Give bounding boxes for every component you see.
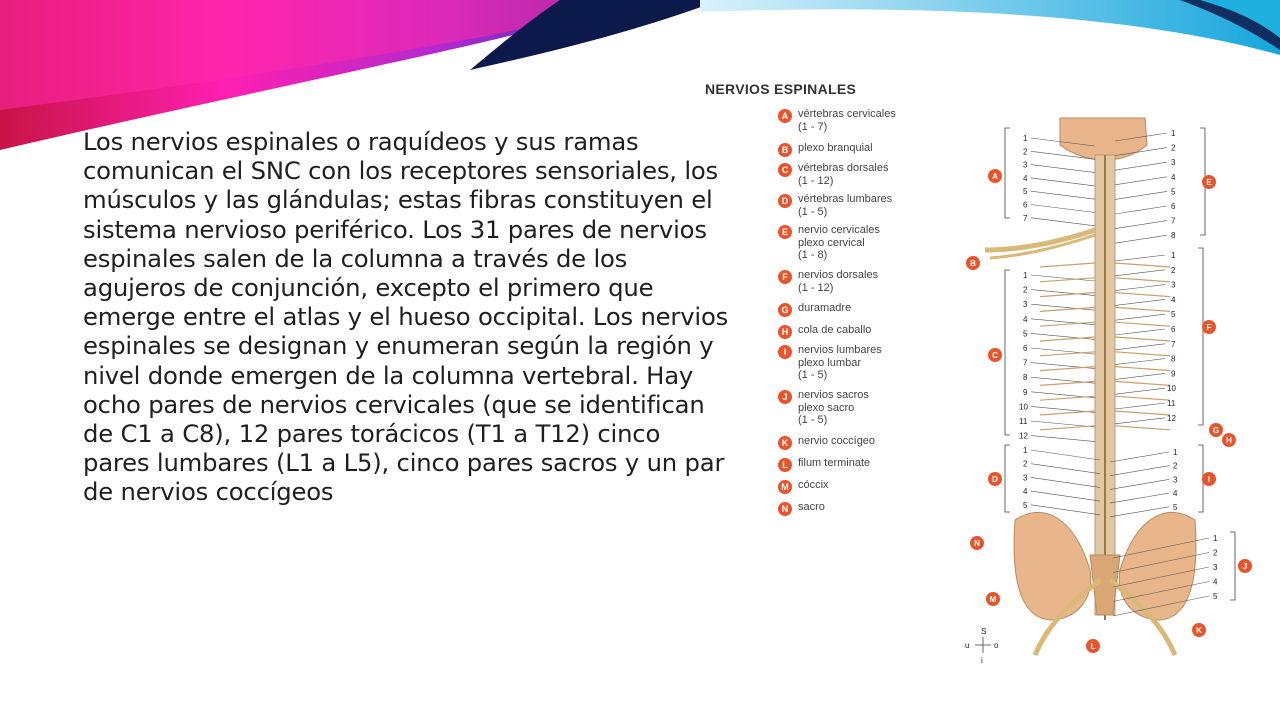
figure-badge-j (1238, 559, 1252, 573)
level-label-sacral: 2 (1213, 548, 1218, 558)
level-label-right-thoracic: 1 (1171, 251, 1176, 260)
svg-text:C: C (992, 351, 998, 360)
legend-text-m: cóccix (798, 479, 829, 491)
legend-badge-l: L (778, 458, 792, 472)
legend-badge-g: G (778, 303, 792, 317)
legend-item-i (778, 344, 882, 382)
legend-badge-d: D (778, 194, 792, 208)
legend-text-f: nervios dorsales (1 - 12) (798, 269, 879, 294)
legend-item-j (778, 389, 869, 427)
level-label-left-thoracic: 3 (1023, 300, 1028, 310)
svg-text:E: E (1206, 178, 1212, 187)
level-label-left-cervical: 1 (1023, 134, 1028, 143)
figure-badge-f (1202, 320, 1216, 334)
legend-item-d (778, 193, 892, 218)
svg-text:J: J (1242, 562, 1248, 571)
figure-badge-l (1086, 639, 1100, 653)
svg-text:H: H (1226, 436, 1232, 445)
svg-text:F: F (1206, 323, 1212, 332)
compass-left-label: u (965, 641, 970, 650)
level-label-right-cervical: 2 (1171, 143, 1176, 153)
legend-badge-j: J (778, 390, 792, 404)
level-label-left-thoracic: 5 (1023, 329, 1028, 339)
legend-item-k (778, 435, 875, 450)
level-label-right-thoracic: 11 (1167, 399, 1176, 408)
svg-text:A: A (992, 172, 998, 181)
level-label-right-cervical: 6 (1171, 202, 1176, 211)
level-label-left-thoracic: 6 (1023, 344, 1028, 353)
level-label-left-cervical: 6 (1023, 200, 1028, 210)
legend-item-l (778, 457, 870, 472)
legend-text-h: cola de caballo (798, 324, 872, 336)
level-label-right-cervical: 3 (1171, 158, 1176, 168)
legend-badge-b: B (778, 143, 792, 157)
body-paragraph: Los nervios espinales o raquídeos y sus ramas comunican el SNC con los receptores sensoriales, los músculos y las glándulas; estas fibras constituyen el sistema nervioso periférico. Los 31 pares de nervios espinales salen de la columna a través de los agujeros de conjunción, excepto el primero que emerge entre el atlas y el hueso occipital. Los nervios espinales se designan y enumeran según la región y nivel donde emergen de la columna vertebral. Hay ocho pares de nervios cervicales (que se identifican de C1 a C8), 12 pares torácicos (T1 a T12) cinco pares lumbares (L1 a L5), cinco pares sacros y un par de nervios coccígeos (83, 127, 729, 507)
legend-badge-f: F (778, 270, 792, 284)
figure-badge-k (1192, 623, 1206, 637)
svg-text:M: M (989, 595, 997, 604)
level-label-left-cervical: 5 (1023, 187, 1028, 197)
legend-item-m (778, 479, 829, 494)
level-label-right-lumbar: 4 (1173, 489, 1178, 499)
level-label-right-cervical: 4 (1171, 172, 1176, 182)
level-label-right-lumbar: 2 (1173, 461, 1178, 471)
figure-badge-c (988, 348, 1002, 362)
svg-text:K: K (1196, 626, 1202, 635)
level-label-left-lumbar: 2 (1023, 459, 1028, 469)
legend-badge-e: E (778, 225, 792, 239)
legend-text-a: vértebras cervicales (1 - 7) (798, 108, 896, 133)
level-label-left-cervical: 2 (1023, 147, 1028, 157)
legend-text-k: nervio coccígeo (798, 435, 876, 447)
level-label-sacral: 4 (1213, 577, 1218, 587)
legend-item-f (778, 269, 878, 294)
legend-text-e: nervio cervicales plexo cervical (1 - 8) (798, 224, 880, 261)
level-label-right-lumbar: 3 (1173, 475, 1178, 485)
figure-badge-n (970, 536, 984, 550)
svg-text:D: D (992, 475, 998, 484)
legend-text-j: nervios sacros plexo sacro (1 - 5) (798, 389, 869, 426)
level-label-left-lumbar: 3 (1023, 473, 1028, 483)
level-label-left-lumbar: 5 (1023, 500, 1028, 510)
level-label-right-lumbar: 5 (1173, 502, 1178, 512)
compass-right-label: o (994, 641, 999, 650)
level-label-left-cervical: 4 (1023, 173, 1028, 183)
legend-item-a (778, 108, 896, 133)
level-label-left-cervical: 7 (1023, 213, 1028, 223)
legend-text-i: nervios lumbares plexo lumbar (1 - 5) (798, 344, 882, 381)
legend-item-g (778, 302, 851, 317)
svg-text:G: G (1212, 426, 1220, 435)
legend-item-n (778, 501, 825, 516)
level-label-left-thoracic: 11 (1019, 417, 1028, 426)
svg-text:N: N (974, 539, 980, 548)
legend-badge-h: H (778, 325, 792, 339)
level-label-right-cervical: 1 (1171, 129, 1176, 138)
legend-item-c (778, 162, 889, 187)
legend-item-b (778, 142, 873, 157)
level-label-right-thoracic: 10 (1167, 384, 1176, 394)
level-label-right-cervical: 7 (1171, 216, 1176, 226)
level-label-right-thoracic: 3 (1171, 280, 1176, 290)
level-label-sacral: 1 (1213, 534, 1218, 543)
compass-bottom-label: i (981, 656, 983, 665)
level-label-left-thoracic: 8 (1023, 373, 1028, 383)
level-label-right-thoracic: 4 (1171, 295, 1176, 305)
figure-badge-a (988, 169, 1002, 183)
level-label-left-thoracic: 1 (1023, 271, 1028, 280)
figure-badge-i (1202, 472, 1216, 486)
level-label-left-thoracic: 9 (1023, 387, 1028, 397)
svg-text:B: B (970, 259, 976, 268)
legend-badge-a: A (778, 109, 792, 123)
figure-badge-e (1202, 175, 1216, 189)
spinal-nerves-illustration (955, 100, 1255, 670)
svg-text:I: I (1207, 475, 1211, 484)
level-label-right-thoracic: 9 (1171, 369, 1176, 379)
svg-text:L: L (1090, 642, 1096, 651)
level-label-right-thoracic: 8 (1171, 354, 1176, 364)
legend-text-b: plexo branquial (798, 142, 873, 154)
legend-text-g: duramadre (798, 302, 852, 314)
level-label-right-lumbar: 1 (1173, 448, 1178, 457)
level-label-left-thoracic: 10 (1019, 402, 1028, 412)
level-label-left-thoracic: 2 (1023, 285, 1028, 295)
figure-badge-m (986, 592, 1000, 606)
legend-badge-i: I (778, 345, 792, 359)
figure-badge-h (1222, 433, 1236, 447)
figure-badge-d (988, 472, 1002, 486)
level-label-right-thoracic: 6 (1171, 325, 1176, 334)
level-label-left-thoracic: 7 (1023, 358, 1028, 368)
legend-text-d: vértebras lumbares (1 - 5) (798, 193, 893, 218)
level-label-left-thoracic: 4 (1023, 314, 1028, 324)
legend-badge-k: K (778, 436, 792, 450)
legend-badge-m: M (778, 480, 792, 494)
level-label-right-thoracic: 5 (1171, 310, 1176, 320)
compass-top-label: S (981, 627, 987, 636)
level-label-sacral: 5 (1213, 592, 1218, 601)
level-label-left-lumbar: 4 (1023, 487, 1028, 497)
legend-badge-c: C (778, 163, 792, 177)
level-label-left-cervical: 3 (1023, 160, 1028, 170)
legend-text-c: vértebras dorsales (1 - 12) (798, 162, 889, 187)
legend-text-n: sacro (798, 501, 825, 513)
legend-badge-n: N (778, 502, 792, 516)
figure-title: NERVIOS ESPINALES (705, 81, 857, 97)
level-label-right-cervical: 8 (1171, 231, 1176, 241)
level-label-right-thoracic: 12 (1167, 413, 1176, 423)
level-label-right-cervical: 5 (1171, 187, 1176, 197)
level-label-right-thoracic: 7 (1171, 339, 1176, 349)
legend-item-e (778, 224, 880, 262)
level-label-left-thoracic: 12 (1019, 431, 1028, 441)
level-label-sacral: 3 (1213, 563, 1218, 572)
figure-badge-b (966, 256, 980, 270)
legend-item-h (778, 324, 871, 339)
level-label-left-lumbar: 1 (1023, 446, 1028, 455)
level-label-right-thoracic: 2 (1171, 265, 1176, 275)
legend-text-l: filum terminate (798, 457, 871, 469)
figure-badge-g (1209, 423, 1223, 437)
